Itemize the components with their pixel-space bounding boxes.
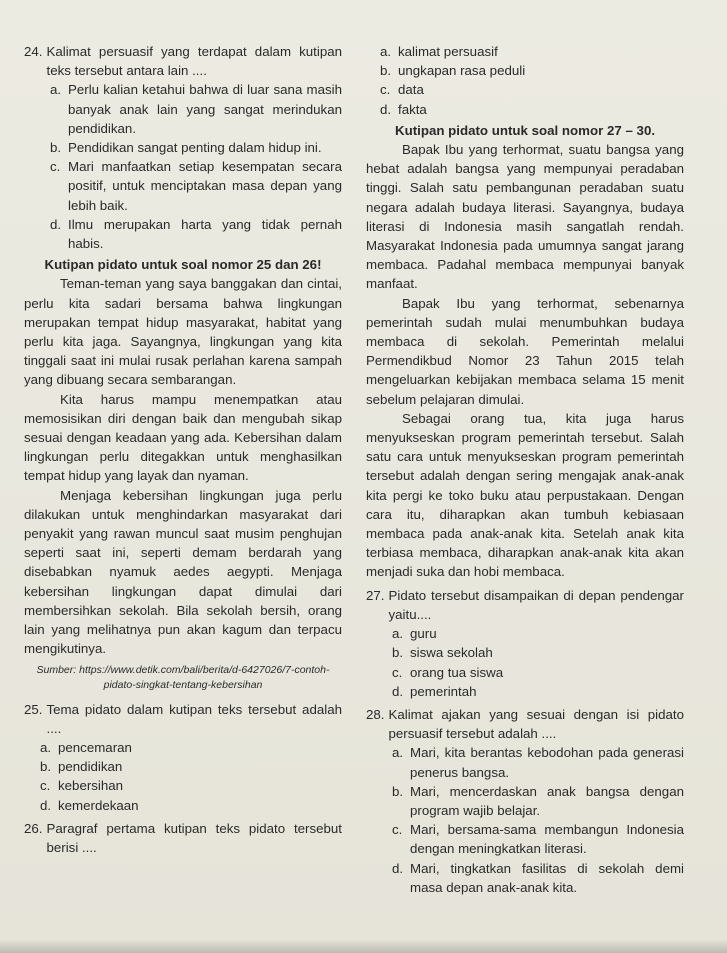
option-text: orang tua siswa xyxy=(410,664,504,680)
question-25 xyxy=(24,700,342,738)
option-label: a. xyxy=(40,739,52,755)
option-text: Mari manfaatkan setiap kesempatan secara positif, untuk menciptakan masa depan yang lebih baik. xyxy=(68,159,342,213)
option-d[interactable] xyxy=(392,859,684,897)
left-column xyxy=(24,42,342,857)
option-label: a. xyxy=(392,745,404,761)
speech-paragraph: Sebagai orang tua, kita juga harus menyukseskan program pemerintah tersebut. Salah satu cara untuk menyukseskan program pemerintah tersebut adalah dengan sering mengajak anak-anak kita pergi ke toko buku atau perpustakaan. Dengan cara itu, diharapkan akan tumbuh kebiasaan membaca pada anak-anak kita. Setelah anak kita terbiasa membaca, diharapkan anak-anak kita akan menjadi suka dan hobi membaca. xyxy=(366,410,684,580)
question-number: 24. xyxy=(24,44,43,59)
option-label: b. xyxy=(392,645,404,661)
option-b[interactable] xyxy=(40,757,342,776)
option-b[interactable] xyxy=(392,782,684,820)
option-label: d. xyxy=(40,797,52,813)
option-label: d. xyxy=(392,683,404,699)
question-number: 26. xyxy=(24,820,43,836)
option-label: b. xyxy=(392,783,404,799)
option-label: c. xyxy=(50,159,61,175)
option-text: kebersihan xyxy=(58,778,124,794)
option-text: data xyxy=(398,82,424,98)
option-a[interactable] xyxy=(50,80,342,138)
option-a[interactable] xyxy=(380,42,684,61)
option-text: Mari, tingkatkan fasilitas di sekolah demi masa depan anak-anak kita. xyxy=(410,860,684,895)
option-text: Mari, kita berantas kebodohan pada generasi penerus bangsa. xyxy=(410,745,684,780)
option-d[interactable] xyxy=(50,215,342,253)
question-27 xyxy=(366,586,684,624)
question-text: Paragraf pertama kutipan teks pidato tersebut berisi .... xyxy=(46,820,342,855)
source-citation: Sumber: https://www.detik.com/bali/berita/d-6427026/7-contoh-pidato-singkat-tentang-kebersihan xyxy=(36,663,330,691)
speech-paragraph: Bapak Ibu yang terhormat, suatu bangsa yang hebat adalah bangsa yang mempunyai peradaban tinggi. Salah satu pembangunan peradaban suatu negara adalah budaya literasi. Sayangnya, budaya literasi di Indonesia masih sangatlah rendah. Masyarakat Indonesia pada umumnya sangat jarang membaca. Padahal membaca mempunyai banyak manfaat. xyxy=(366,142,684,292)
option-label: c. xyxy=(40,778,51,794)
option-a[interactable] xyxy=(392,624,684,643)
speech-paragraph: Menjaga kebersihan lingkungan juga perlu dilakukan untuk menghindarkan masyarakat dari penyakit yang rawan muncul saat musim penghujan seperti saat ini, seperti demam berdarah yang disebabkan nyamuk aedes aegypti. Menjaga kebersihan lingkungan dapat dimulai dari membersihkan sekolah. Bila sekolah bersih, orang lain yang melihatnya pun akan kagum dan terpacu mengikutinya. xyxy=(24,487,342,657)
question-text: Kalimat persuasif yang terdapat dalam kutipan teks tersebut antara lain .... xyxy=(46,44,342,79)
speech-paragraph: Bapak Ibu yang terhormat, sebenarnya pemerintah sudah mulai menumbuhkan budaya membaca di sekolah. Pemerintah melalui Permendikbud Nomor 23 Tahun 2015 telah mengeluarkan kebijakan membaca selama 15 menit sebelum pelajaran dimulai. xyxy=(366,295,684,407)
option-text: kemerdekaan xyxy=(58,797,139,813)
option-b[interactable] xyxy=(392,643,684,662)
option-d[interactable] xyxy=(380,100,684,119)
option-c[interactable] xyxy=(40,776,342,795)
option-a[interactable] xyxy=(40,738,342,757)
question-text: Kalimat ajakan yang sesuai dengan isi pidato persuasif tersebut adalah .... xyxy=(388,706,684,742)
option-label: b. xyxy=(380,63,392,79)
option-text: Mari, mencerdaskan anak bangsa dengan program wajib belajar. xyxy=(410,783,684,818)
option-text: kalimat persuasif xyxy=(398,44,498,59)
option-label: a. xyxy=(50,82,62,98)
option-label: a. xyxy=(380,44,392,59)
question-number: 28. xyxy=(366,706,385,722)
option-label: d. xyxy=(392,860,404,876)
option-label: b. xyxy=(50,140,62,156)
right-column xyxy=(366,42,684,897)
option-text: fakta xyxy=(398,101,427,117)
option-text: siswa sekolah xyxy=(410,645,493,661)
option-text: Mari, bersama-sama membangun Indonesia dengan meningkatkan literasi. xyxy=(410,822,684,857)
question-number: 27. xyxy=(366,587,385,603)
option-label: c. xyxy=(392,664,403,680)
option-text: guru xyxy=(410,626,437,642)
option-text: pendidikan xyxy=(58,759,123,775)
question-26 xyxy=(24,819,342,857)
option-text: Pendidikan sangat penting dalam hidup ini. xyxy=(68,140,322,156)
option-c[interactable] xyxy=(392,820,684,858)
section-heading: Kutipan pidato untuk soal nomor 27 – 30. xyxy=(394,122,656,138)
option-a[interactable] xyxy=(392,743,684,781)
option-label: b. xyxy=(40,759,52,775)
speech-paragraph: Teman-teman yang saya banggakan dan cintai, perlu kita sadari bersama bahwa lingkungan merupakan tempat hidup masyarakat, habitat yang perlu kita jaga. Sayangnya, lingkungan yang kita tinggali saat ini mulai rusak perlahan karena sampah yang dibuang secara sembarangan. xyxy=(24,276,342,388)
question-number: 25. xyxy=(24,701,43,717)
page-bottom-edge xyxy=(0,939,727,953)
option-label: d. xyxy=(380,101,392,117)
option-text: ungkapan rasa peduli xyxy=(398,63,526,79)
option-label: a. xyxy=(392,626,404,642)
option-label: d. xyxy=(50,216,62,232)
speech-paragraph: Kita harus mampu menempatkan atau memosisikan diri dengan baik dan mengubah sikap sesuai dengan keadaan yang ada. Kebersihan dalam lingkungan perlu ditegakkan untuk menghasilkan tempat hidup yang layak dan nyaman. xyxy=(24,391,342,484)
option-d[interactable] xyxy=(40,796,342,815)
option-c[interactable] xyxy=(392,663,684,682)
question-text: Tema pidato dalam kutipan teks tersebut adalah .... xyxy=(46,701,342,736)
option-text: Perlu kalian ketahui bahwa di luar sana masih banyak anak lain yang sangat merindukan pendidikan. xyxy=(68,82,342,136)
option-label: c. xyxy=(392,822,403,838)
option-d[interactable] xyxy=(392,682,684,701)
option-b[interactable] xyxy=(380,61,684,80)
option-b[interactable] xyxy=(50,138,342,157)
option-c[interactable] xyxy=(50,157,342,215)
section-heading: Kutipan pidato untuk soal nomor 25 dan 26! xyxy=(44,257,322,273)
question-text: Pidato tersebut disampaikan di depan pendengar yaitu.... xyxy=(388,587,684,622)
option-c[interactable] xyxy=(380,80,684,99)
option-text: Ilmu merupakan harta yang tidak pernah habis. xyxy=(68,216,342,252)
option-text: pencemaran xyxy=(58,739,132,755)
question-28 xyxy=(366,705,684,743)
option-text: pemerintah xyxy=(410,683,477,699)
question-24 xyxy=(24,42,342,80)
option-label: c. xyxy=(380,82,391,98)
